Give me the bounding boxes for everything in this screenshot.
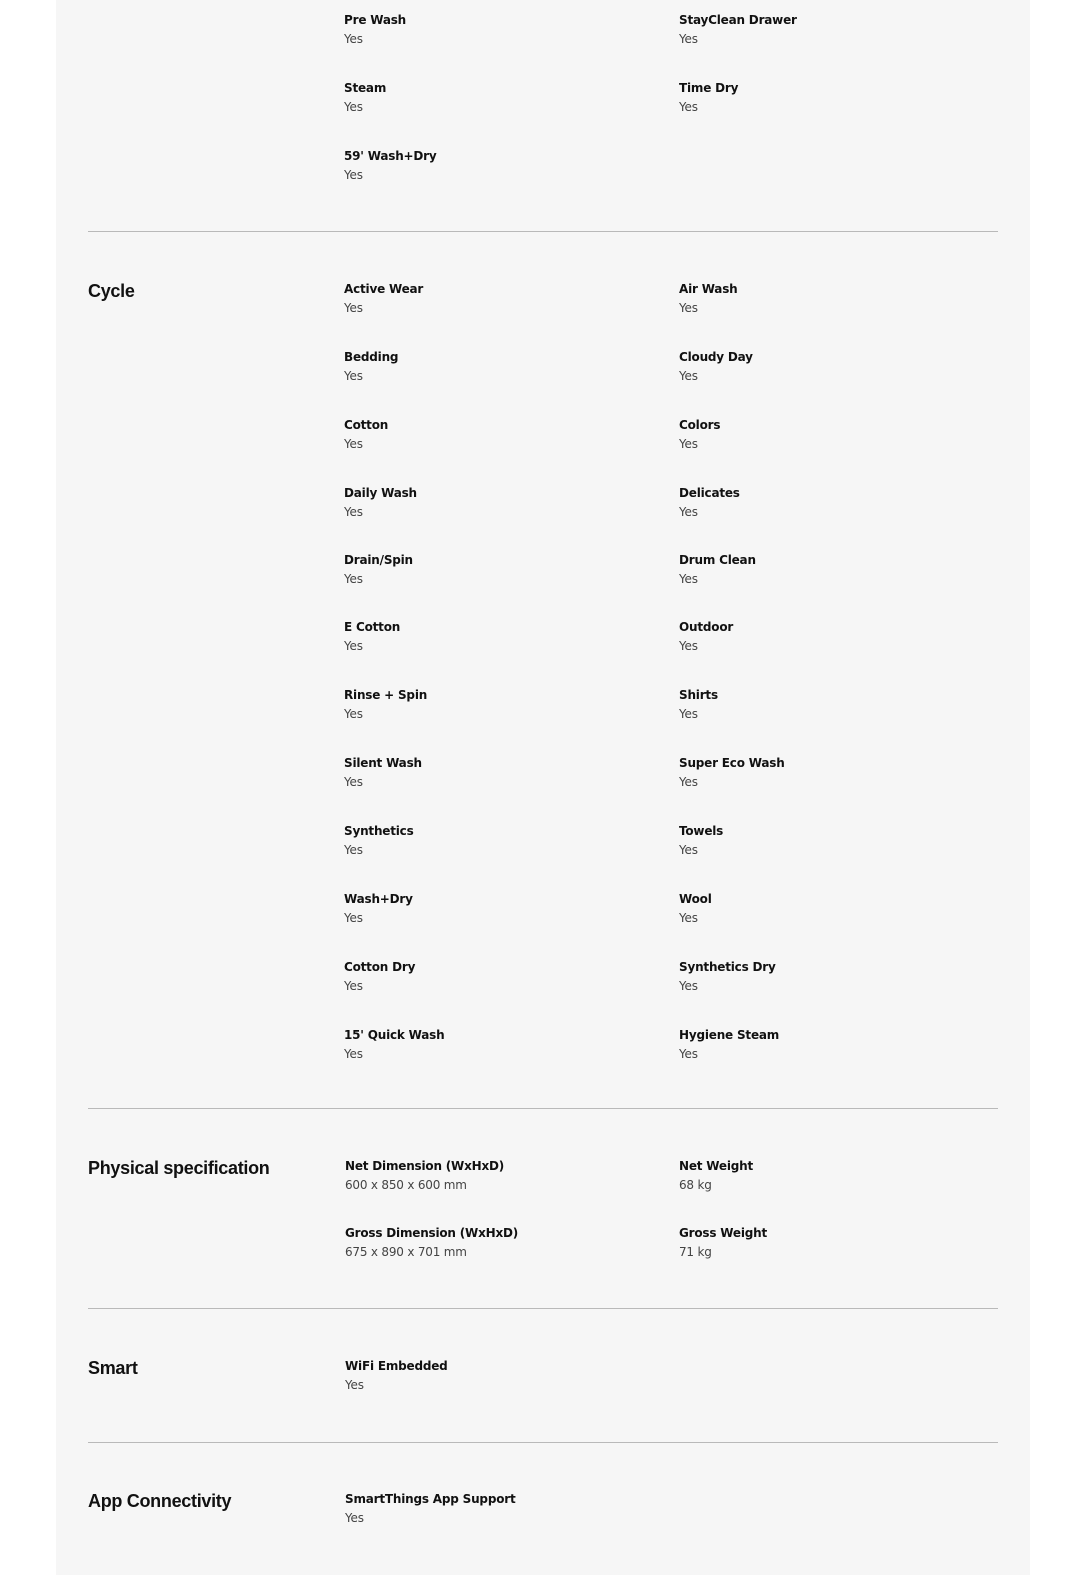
- spec-value: Yes: [344, 775, 363, 789]
- spec-name: Gross Dimension (WxHxD): [345, 1226, 519, 1240]
- spec-value: Yes: [345, 1511, 364, 1525]
- spec-name: Time Dry: [679, 81, 739, 95]
- section-divider: [88, 1108, 998, 1109]
- spec-value: Yes: [344, 843, 363, 857]
- spec-value: 600 x 850 x 600 mm: [345, 1178, 467, 1192]
- spec-name: Net Weight: [679, 1159, 754, 1173]
- spec-name: Shirts: [679, 688, 718, 702]
- spec-item: [345, 1158, 645, 1193]
- section-title: App Connectivity: [88, 1491, 232, 1511]
- spec-item: [679, 1027, 979, 1062]
- spec-value: Yes: [679, 301, 698, 315]
- section-title: Smart: [88, 1358, 138, 1378]
- spec-item: [679, 959, 979, 994]
- spec-value: Yes: [679, 572, 698, 586]
- section-physical-specification: [88, 1158, 998, 1268]
- spec-name: Daily Wash: [344, 486, 417, 500]
- section-title: Physical specification: [88, 1158, 270, 1178]
- spec-value: Yes: [679, 911, 698, 925]
- spec-name: SmartThings App Support: [345, 1492, 516, 1506]
- spec-name: Wool: [679, 892, 712, 906]
- spec-name: Air Wash: [679, 282, 738, 296]
- spec-value: Yes: [679, 1047, 698, 1061]
- section-cycle: [88, 281, 998, 1071]
- spec-item: [344, 80, 644, 115]
- spec-name: Steam: [344, 81, 387, 95]
- spec-name: Hygiene Steam: [679, 1028, 780, 1042]
- spec-value: 675 x 890 x 701 mm: [345, 1245, 467, 1259]
- spec-value: Yes: [344, 1047, 363, 1061]
- spec-value: Yes: [679, 437, 698, 451]
- spec-item: [344, 823, 644, 858]
- spec-item: [679, 1225, 979, 1260]
- spec-value: Yes: [344, 572, 363, 586]
- section-smart: [88, 1358, 998, 1408]
- spec-name: Rinse + Spin: [344, 688, 428, 702]
- spec-name: Colors: [679, 418, 721, 432]
- spec-item: [344, 959, 644, 994]
- spec-item: [345, 1358, 645, 1393]
- section-divider: [88, 1442, 998, 1443]
- spec-item: [679, 687, 979, 722]
- spec-name: Active Wear: [344, 282, 424, 296]
- spec-item: [344, 148, 644, 183]
- spec-name: Towels: [679, 824, 724, 838]
- spec-value: Yes: [679, 843, 698, 857]
- spec-value: Yes: [344, 911, 363, 925]
- section-features-continued: [88, 0, 998, 200]
- spec-value: Yes: [344, 505, 363, 519]
- spec-name: Synthetics Dry: [679, 960, 776, 974]
- spec-item: [679, 349, 979, 384]
- spec-item: [679, 552, 979, 587]
- spec-value: Yes: [679, 369, 698, 383]
- spec-name: WiFi Embedded: [345, 1359, 448, 1373]
- spec-item: [344, 417, 644, 452]
- spec-item: [679, 891, 979, 926]
- spec-value: Yes: [679, 505, 698, 519]
- spec-item: [344, 619, 644, 654]
- section-title: Cycle: [88, 281, 135, 301]
- spec-item: [679, 619, 979, 654]
- spec-item: [344, 687, 644, 722]
- spec-name: Cloudy Day: [679, 350, 753, 364]
- spec-item: [679, 755, 979, 790]
- spec-name: Outdoor: [679, 620, 734, 634]
- spec-value: 71 kg: [679, 1245, 712, 1259]
- spec-item: [345, 1491, 645, 1526]
- spec-value: Yes: [679, 639, 698, 653]
- spec-value: Yes: [679, 979, 698, 993]
- spec-name: Delicates: [679, 486, 740, 500]
- spec-item: [344, 1027, 644, 1062]
- spec-name: Gross Weight: [679, 1226, 768, 1240]
- spec-value: Yes: [345, 1378, 364, 1392]
- spec-value: Yes: [679, 707, 698, 721]
- spec-item: [344, 485, 644, 520]
- spec-item: [344, 552, 644, 587]
- spec-item: [344, 891, 644, 926]
- spec-item: [344, 281, 644, 316]
- spec-name: Cotton Dry: [344, 960, 416, 974]
- spec-value: Yes: [344, 301, 363, 315]
- spec-item: [679, 823, 979, 858]
- spec-item: [679, 417, 979, 452]
- spec-item: [345, 1225, 645, 1260]
- spec-value: Yes: [344, 639, 363, 653]
- section-divider: [88, 1308, 998, 1309]
- spec-value: Yes: [344, 32, 363, 46]
- spec-item: [344, 755, 644, 790]
- spec-value: Yes: [679, 775, 698, 789]
- spec-value: Yes: [344, 168, 363, 182]
- spec-value: Yes: [344, 369, 363, 383]
- spec-name: 15' Quick Wash: [344, 1028, 445, 1042]
- spec-name: Super Eco Wash: [679, 756, 785, 770]
- spec-name: Pre Wash: [344, 13, 407, 27]
- spec-value: Yes: [344, 437, 363, 451]
- spec-item: [679, 281, 979, 316]
- spec-name: Drain/Spin: [344, 553, 413, 567]
- spec-item: [679, 485, 979, 520]
- spec-item: [679, 1158, 979, 1193]
- spec-item: [344, 349, 644, 384]
- spec-value: Yes: [344, 979, 363, 993]
- spec-name: Bedding: [344, 350, 399, 364]
- spec-name: Drum Clean: [679, 553, 756, 567]
- spec-item: [344, 12, 644, 47]
- spec-value: 68 kg: [679, 1178, 712, 1192]
- spec-item: [679, 12, 979, 47]
- spec-item: [679, 80, 979, 115]
- spec-value: Yes: [344, 707, 363, 721]
- spec-name: Synthetics: [344, 824, 414, 838]
- spec-name: Silent Wash: [344, 756, 422, 770]
- spec-name: 59' Wash+Dry: [344, 149, 437, 163]
- spec-value: Yes: [679, 32, 698, 46]
- spec-name: StayClean Drawer: [679, 13, 797, 27]
- section-app-connectivity: [88, 1491, 998, 1541]
- spec-value: Yes: [344, 100, 363, 114]
- spec-name: Wash+Dry: [344, 892, 413, 906]
- spec-name: Net Dimension (WxHxD): [345, 1159, 505, 1173]
- spec-value: Yes: [679, 100, 698, 114]
- spec-name: E Cotton: [344, 620, 401, 634]
- spec-name: Cotton: [344, 418, 389, 432]
- section-divider: [88, 231, 998, 232]
